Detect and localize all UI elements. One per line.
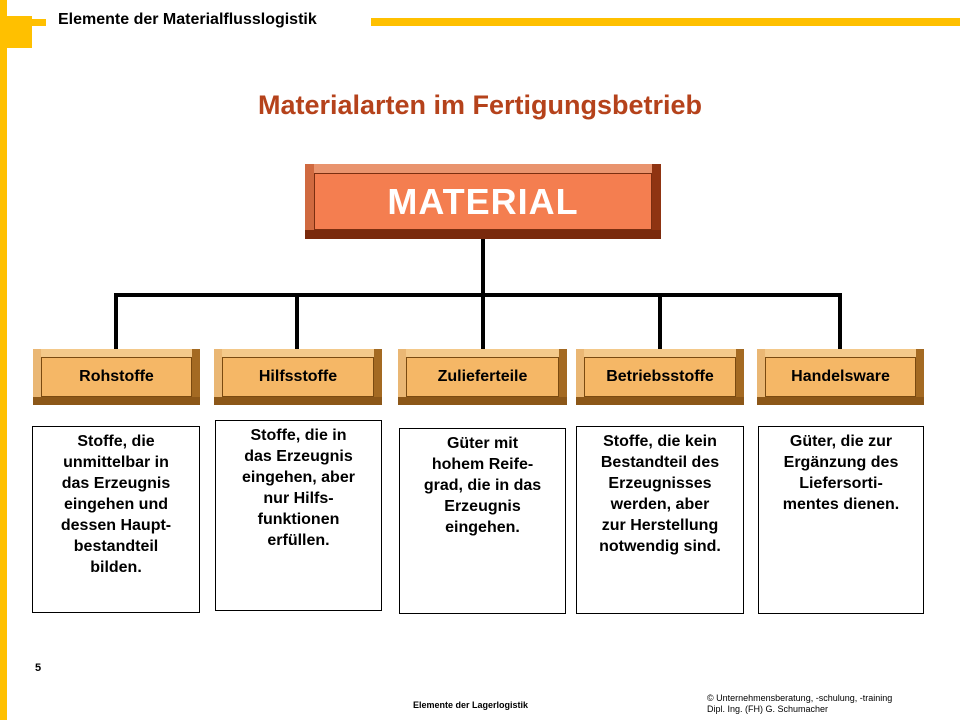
connector-trunk [481,239,485,296]
connector-branch-betriebsstoffe [658,293,662,349]
category-label: Rohstoffe [41,357,192,397]
root-node-material [305,164,661,239]
page-number: 5 [35,662,42,674]
category-box-rohstoffe [33,349,200,405]
header-title: Elemente der Materialflusslogistik [58,11,317,28]
corner-accent-block [0,16,32,48]
footer-copyright: © Unternehmensberatung, -schulung, -training Dipl. Ing. (FH) G. Schumacher [707,693,893,714]
slide-title: Materialarten im Fertigungsbetrieb [257,90,703,120]
connector-branch-zulieferteile [481,293,485,349]
category-box-hilfsstoffe [214,349,382,405]
connector-branch-rohstoffe [114,293,118,349]
description-handelsware: Güter, die zur Ergänzung des Liefersorti- mentes dienen. [758,426,924,614]
footer-title: Elemente der Lagerlogistik [413,700,529,710]
category-box-betriebsstoffe [576,349,744,405]
connector-horizontal [114,293,842,297]
header-accent-line-right [371,18,960,26]
description-rohstoffe: Stoffe, die unmittelbar in das Erzeugnis eingehen und dessen Haupt- bestandteil bilden. [32,426,200,613]
connector-branch-hilfsstoffe [295,293,299,349]
category-box-zulieferteile [398,349,567,405]
connector-branch-handelsware [838,293,842,349]
description-hilfsstoffe: Stoffe, die in das Erzeugnis eingehen, aber nur Hilfs- funktionen erfüllen. [215,420,382,611]
category-label: Betriebsstoffe [584,357,736,397]
category-box-handelsware [757,349,924,405]
description-betriebsstoffe: Stoffe, die kein Bestandteil des Erzeugnisses werden, aber zur Herstellung notwendig sind. [576,426,744,614]
category-label: Hilfsstoffe [222,357,374,397]
header-accent-line-left [32,19,46,26]
description-zulieferteile: Güter mit hohem Reife- grad, die in das Erzeugnis eingehen. [399,428,566,614]
category-label: Handelsware [765,357,916,397]
category-label: Zulieferteile [406,357,559,397]
root-node-label: MATERIAL [314,173,652,230]
